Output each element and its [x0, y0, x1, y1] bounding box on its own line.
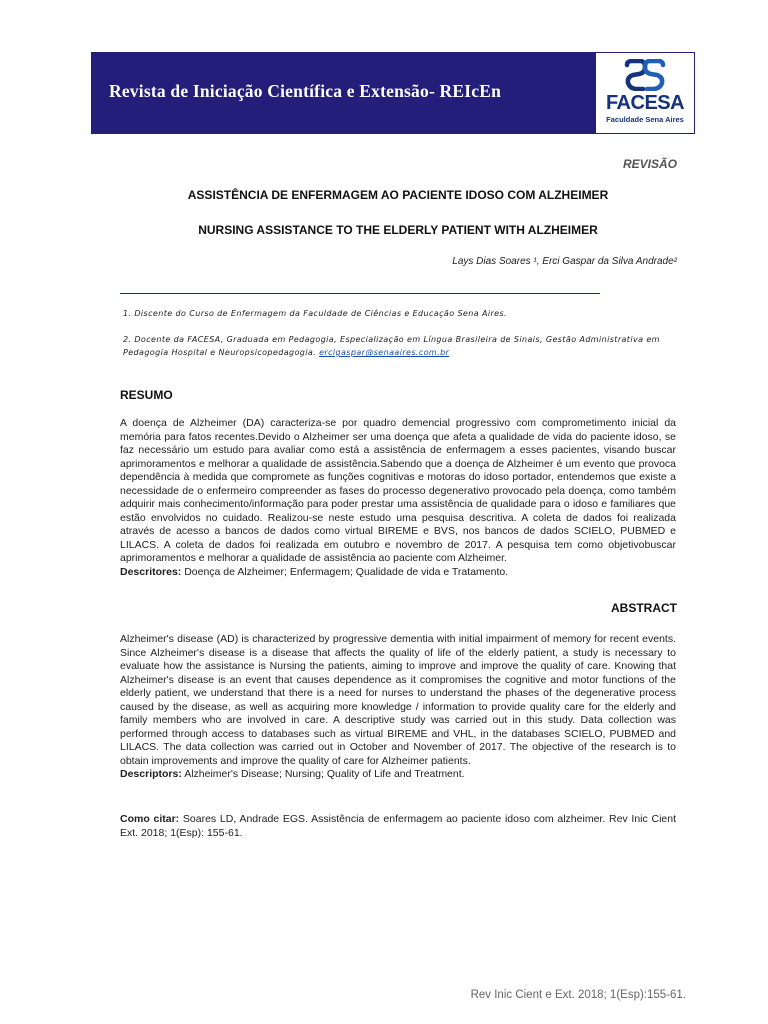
author-email-link[interactable]: ercigaspar@senaaires.com.br: [319, 348, 450, 357]
resumo-keywords-text: Doença de Alzheimer; Enfermagem; Qualidade de vida e Tratamento.: [181, 565, 509, 578]
logo-subtitle: Faculdade Sena Aires: [606, 115, 684, 124]
affiliation-divider: [120, 293, 600, 294]
citation-text: Soares LD, Andrade EGS. Assistência de enfermagem ao paciente idoso com alzheimer. Rev Inic Cient Ext. 2018; 1(Esp): 155-61.: [120, 813, 676, 839]
abstract-keywords-label: Descriptors:: [120, 768, 182, 780]
citation: [120, 813, 676, 840]
abstract-heading: ABSTRACT: [611, 601, 677, 615]
abstract-keywords-text: Alzheimer's Disease; Nursing; Quality of Life and Treatment.: [181, 768, 465, 780]
affiliation-2-text: 2. Docente da FACESA, Graduada em Pedagogia, Especialização em Língua Brasileira de Sinais, Gestão Administrativa em Pedagogia Hospital e Neuropsicopedagogia.: [123, 335, 660, 357]
resumo-body: A doença de Alzheimer (DA) caracteriza-se por quadro demencial progressivo com comprometimento inicial da memória para fatos recentes.Devido o Alzheimer ser uma doença que afeta a qualidade de vida do paciente idoso, se faz necessário um estudo para avaliar como está a assistência de enfermagem a esses pacientes, visando buscar aprimoramentos e melhorar a qualidade de assistência.Sabendo que a doença de Alzheimer é um evento que provoca dependência à medida que compromete as funções cognitivas e motoras do idoso portador, entendemos que existe a necessidade de o enfermeiro compreender as fases do processo degenerativo provocado pela doença, como também adquirir mais conhecimento/informação para poder prestar uma assistência de qualidade para o idoso e familiares que estão envolvidos no cuidado. Realizou-se neste estudo uma pesquisa descritiva. A coleta de dados foi realizada através de acesso a bancos de dados como virtual BIREME e BVS, nos bancos de dados SCIELO, PUBMED e LILACS. A coleta de dados foi realizada em outubro e novembro de 2017. A pesquisa tem como objetivobuscar aprimoramentos e melhorar a qualidade de assistência ao paciente com Alzheimer.: [120, 417, 676, 564]
journal-header: [91, 52, 695, 134]
citation-label: Como citar:: [120, 813, 180, 825]
journal-title: Revista de Iniciação Científica e Extensão- REIcEn: [109, 81, 502, 101]
affiliation-2: [123, 333, 683, 359]
article-title-pt: ASSISTÊNCIA DE ENFERMAGEM AO PACIENTE IDOSO COM ALZHEIMER: [187, 188, 609, 202]
resumo-heading: RESUMO: [120, 388, 173, 402]
section-label: REVISÃO: [622, 157, 677, 171]
resumo-section: [120, 417, 676, 579]
page-footer: Rev Inic Cient e Ext. 2018; 1(Esp):155-61.: [470, 989, 686, 1001]
facesa-logo: [596, 53, 694, 133]
abstract-keywords: [120, 768, 676, 782]
facesa-logo-mark-icon: [623, 59, 667, 91]
logo-name: FACESA: [605, 92, 685, 114]
article-title-en: NURSING ASSISTANCE TO THE ELDERLY PATIENT WITH ALZHEIMER: [198, 223, 598, 237]
affiliation-1: 1. Discente do Curso de Enfermagem da Faculdade de Ciências e Educação Sena Aires.: [123, 309, 507, 318]
authors: Lays Dias Soares ¹, Erci Gaspar da Silva Andrade²: [452, 256, 677, 267]
abstract-section: [120, 633, 676, 782]
resumo-keywords-label: Descritores:: [120, 565, 182, 578]
abstract-body: Alzheimer's disease (AD) is characterized by progressive dementia with initial impairment of memory for recent events. Since Alzheimer's disease is a disease that affects the quality of life of the elderly patient, a study is necessary to evaluate how the assistance is Nursing the patients, aiming to improve and improve the quality of care. Knowing that Alzheimer's disease is an event that causes dependence as it compromises the cognitive and motor functions of the elderly patient, we understand that there is a need for nurses to understand the phases of the degenerative process caused by the disease, as well as acquiring more knowledge / information to provide quality care for the elderly and family members who are involved in care. A descriptive study was carried out in this study. Data collection was performed through access to databases such as virtual BIREME and VHL, in the databases SCIELO, PUBMED and LILACS. The data collection was carried out in October and November of 2017. The objective of the research is to obtain improvements and improve the quality of care for Alzheimer patients.: [120, 633, 676, 767]
resumo-keywords: [120, 566, 676, 580]
